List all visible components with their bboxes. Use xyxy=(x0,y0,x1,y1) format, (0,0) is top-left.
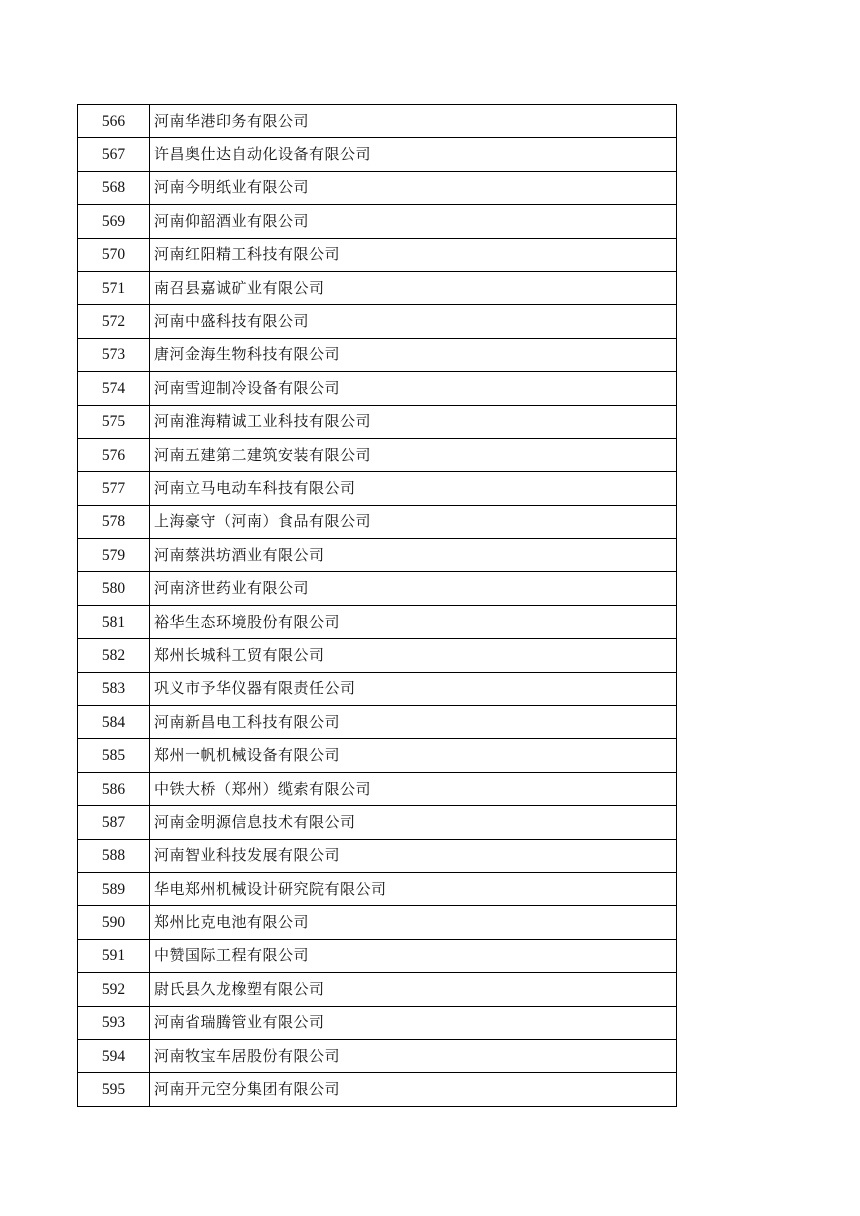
row-number: 570 xyxy=(78,238,150,271)
company-name: 裕华生态环境股份有限公司 xyxy=(150,605,677,638)
row-number: 581 xyxy=(78,605,150,638)
row-number: 568 xyxy=(78,171,150,204)
table-row xyxy=(78,772,677,805)
row-number: 588 xyxy=(78,839,150,872)
company-name: 河南中盛科技有限公司 xyxy=(150,305,677,338)
company-name: 中铁大桥（郑州）缆索有限公司 xyxy=(150,772,677,805)
row-number: 582 xyxy=(78,639,150,672)
company-name: 中赞国际工程有限公司 xyxy=(150,939,677,972)
company-name: 南召县嘉诚矿业有限公司 xyxy=(150,271,677,304)
row-number: 590 xyxy=(78,906,150,939)
row-number: 573 xyxy=(78,338,150,371)
company-name: 华电郑州机械设计研究院有限公司 xyxy=(150,872,677,905)
company-name: 河南金明源信息技术有限公司 xyxy=(150,806,677,839)
row-number: 571 xyxy=(78,271,150,304)
table-row xyxy=(78,706,677,739)
company-name: 河南蔡洪坊酒业有限公司 xyxy=(150,539,677,572)
table-row xyxy=(78,1039,677,1072)
row-number: 586 xyxy=(78,772,150,805)
row-number: 593 xyxy=(78,1006,150,1039)
table-row xyxy=(78,539,677,572)
table-row xyxy=(78,205,677,238)
row-number: 591 xyxy=(78,939,150,972)
company-name: 河南华港印务有限公司 xyxy=(150,105,677,138)
row-number: 576 xyxy=(78,438,150,471)
table-row xyxy=(78,605,677,638)
company-name: 河南淮海精诚工业科技有限公司 xyxy=(150,405,677,438)
company-name: 尉氏县久龙橡塑有限公司 xyxy=(150,973,677,1006)
row-number: 583 xyxy=(78,672,150,705)
company-name: 河南智业科技发展有限公司 xyxy=(150,839,677,872)
row-number: 594 xyxy=(78,1039,150,1072)
table-row xyxy=(78,939,677,972)
row-number: 578 xyxy=(78,505,150,538)
company-name: 河南新昌电工科技有限公司 xyxy=(150,706,677,739)
table-row xyxy=(78,305,677,338)
company-name: 河南牧宝车居股份有限公司 xyxy=(150,1039,677,1072)
table-row xyxy=(78,171,677,204)
table-row xyxy=(78,238,677,271)
table-row xyxy=(78,872,677,905)
row-number: 595 xyxy=(78,1073,150,1106)
company-name: 河南立马电动车科技有限公司 xyxy=(150,472,677,505)
row-number: 579 xyxy=(78,539,150,572)
row-number: 566 xyxy=(78,105,150,138)
table-row xyxy=(78,806,677,839)
table-row xyxy=(78,405,677,438)
company-name: 河南仰韶酒业有限公司 xyxy=(150,205,677,238)
table-row xyxy=(78,138,677,171)
company-name: 上海豪守（河南）食品有限公司 xyxy=(150,505,677,538)
row-number: 572 xyxy=(78,305,150,338)
table-row xyxy=(78,906,677,939)
table-row xyxy=(78,572,677,605)
company-name: 河南五建第二建筑安装有限公司 xyxy=(150,438,677,471)
table-row xyxy=(78,372,677,405)
table-row xyxy=(78,505,677,538)
table-row xyxy=(78,1006,677,1039)
table-row xyxy=(78,472,677,505)
table-row xyxy=(78,271,677,304)
table-row xyxy=(78,672,677,705)
company-name: 郑州长城科工贸有限公司 xyxy=(150,639,677,672)
company-name: 唐河金海生物科技有限公司 xyxy=(150,338,677,371)
row-number: 587 xyxy=(78,806,150,839)
row-number: 575 xyxy=(78,405,150,438)
table-row xyxy=(78,438,677,471)
table-row xyxy=(78,338,677,371)
row-number: 585 xyxy=(78,739,150,772)
company-name: 郑州一帆机械设备有限公司 xyxy=(150,739,677,772)
row-number: 592 xyxy=(78,973,150,1006)
company-name: 河南红阳精工科技有限公司 xyxy=(150,238,677,271)
company-name: 巩义市予华仪器有限责任公司 xyxy=(150,672,677,705)
table-row xyxy=(78,973,677,1006)
company-name: 许昌奥仕达自动化设备有限公司 xyxy=(150,138,677,171)
table-row xyxy=(78,105,677,138)
row-number: 569 xyxy=(78,205,150,238)
company-name: 河南今明纸业有限公司 xyxy=(150,171,677,204)
row-number: 584 xyxy=(78,706,150,739)
row-number: 589 xyxy=(78,872,150,905)
table-row xyxy=(78,1073,677,1106)
row-number: 580 xyxy=(78,572,150,605)
company-name: 郑州比克电池有限公司 xyxy=(150,906,677,939)
company-list-table xyxy=(77,104,677,1107)
row-number: 567 xyxy=(78,138,150,171)
table-row xyxy=(78,639,677,672)
row-number: 577 xyxy=(78,472,150,505)
company-name: 河南雪迎制冷设备有限公司 xyxy=(150,372,677,405)
company-name: 河南济世药业有限公司 xyxy=(150,572,677,605)
company-name: 河南开元空分集团有限公司 xyxy=(150,1073,677,1106)
row-number: 574 xyxy=(78,372,150,405)
table-row xyxy=(78,739,677,772)
company-name: 河南省瑞腾管业有限公司 xyxy=(150,1006,677,1039)
table-row xyxy=(78,839,677,872)
